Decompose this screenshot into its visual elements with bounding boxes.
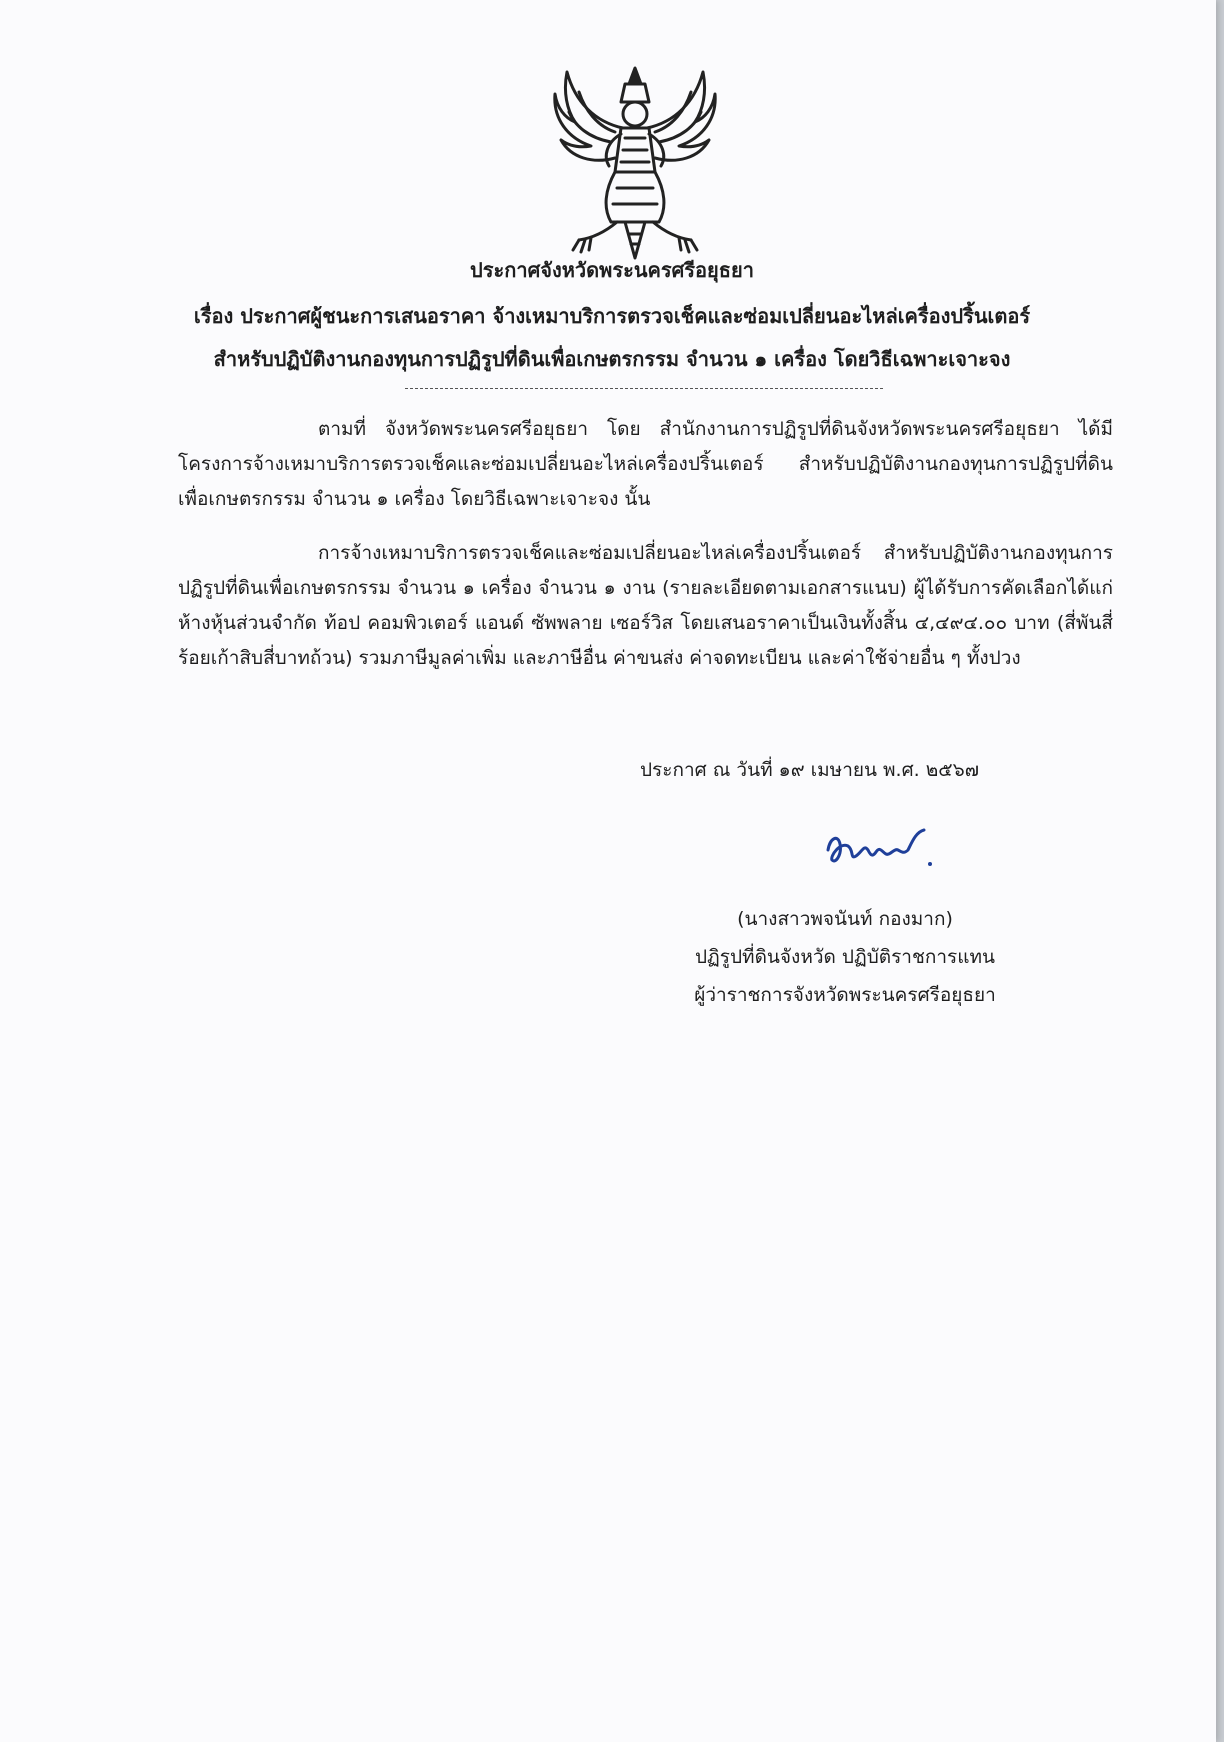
- signer-title-2: ผู้ว่าราชการจังหวัดพระนครศรีอยุธยา: [694, 984, 996, 1006]
- signer-name: (นางสาวพจนันท์ กองมาก): [737, 908, 953, 930]
- body-paragraph-1: ตามที่ จังหวัดพระนครศรีอยุธยา โดย สำนักงานการปฏิรูปที่ดินจังหวัดพระนครศรีอยุธยา ได้มีโครงการจ้างเหมาบริการตรวจเช็คและซ่อมเปลี่ยนอะไหล่เครื่องปริ้นเตอร์ สำหรับปฏิบัติงานกองทุนการปฏิรูปที่ดินเพื่อเกษตรกรรม จำนวน ๑ เครื่อง โดยวิธีเฉพาะเจาะจง นั้น: [178, 418, 1113, 510]
- document-subject-line-1: เรื่อง ประกาศผู้ชนะการเสนอราคา จ้างเหมาบริการตรวจเช็คและซ่อมเปลี่ยนอะไหล่เครื่องปริ้นเตอร์: [193, 304, 1031, 328]
- garuda-emblem-icon: [545, 62, 725, 262]
- document-heading: ประกาศจังหวัดพระนครศรีอยุธยา: [470, 258, 754, 282]
- handwritten-signature-icon: [820, 820, 940, 872]
- body-paragraph-2: การจ้างเหมาบริการตรวจเช็คและซ่อมเปลี่ยนอะไหล่เครื่องปริ้นเตอร์ สำหรับปฏิบัติงานกองทุนการปฏิรูปที่ดินเพื่อเกษตรกรรม จำนวน ๑ เครื่อง จำนวน ๑ งาน (รายละเอียดตามเอกสารแนบ) ผู้ได้รับการคัดเลือกได้แก่ ห้างหุ้นส่วนจำกัด ท้อป คอมพิวเตอร์ แอนด์ ซัพพลาย เซอร์วิส โดยเสนอราคาเป็นเงินทั้งสิ้น ๔,๔๙๔.๐๐ บาท (สี่พันสี่ร้อยเก้าสิบสี่บาทถ้วน) รวมภาษีมูลค่าเพิ่ม และภาษีอื่น ค่าขนส่ง ค่าจดทะเบียน และค่าใช้จ่ายอื่น ๆ ทั้งปวง: [178, 542, 1113, 669]
- signer-title-1: ปฏิรูปที่ดินจังหวัด ปฏิบัติราชการแทน: [694, 946, 996, 968]
- announcement-date: ประกาศ ณ วันที่ ๑๙ เมษายน พ.ศ. ๒๕๖๗: [640, 759, 979, 781]
- signature-block: [660, 900, 1030, 1014]
- separator-line: [405, 388, 883, 389]
- document-subject-line-2: สำหรับปฏิบัติงานกองทุนการปฏิรูปที่ดินเพื่อเกษตรกรรม จำนวน ๑ เครื่อง โดยวิธีเฉพาะเจาะจง: [213, 347, 1011, 371]
